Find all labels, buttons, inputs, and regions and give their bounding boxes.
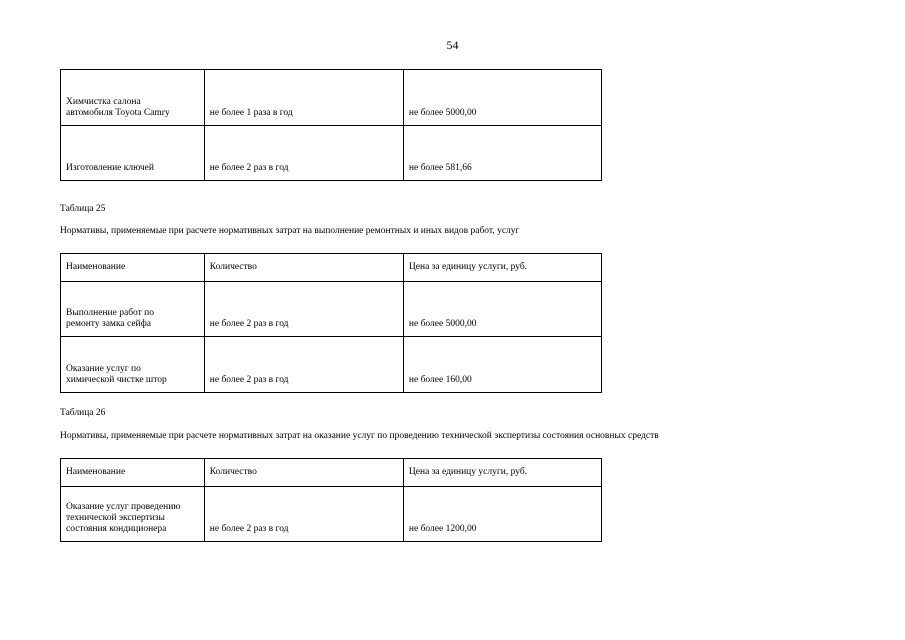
table-cell-quantity	[204, 70, 403, 126]
cell-text: не более 160,00	[408, 375, 472, 385]
table-25	[60, 253, 602, 393]
cell-text: не более 2 раз в год	[209, 524, 289, 534]
table-cell-name	[61, 126, 205, 181]
cell-text: Оказание услуг проведению технической экспертизы состояния кондиционера	[66, 502, 181, 534]
table-cell-name	[61, 487, 205, 542]
table-cell-quantity	[204, 337, 403, 393]
table-row	[61, 126, 602, 181]
table-cell-price	[403, 487, 601, 542]
table-cell-quantity	[204, 282, 403, 337]
cell-text: не более 1200,00	[408, 524, 477, 534]
table-cell-price	[403, 337, 601, 393]
cell-text: Выполнение работ по ремонту замка сейфа	[66, 308, 155, 329]
cell-text: не более 5000,00	[408, 319, 477, 329]
table-cell-name	[61, 70, 205, 126]
table-24-continued	[60, 69, 602, 181]
table-cell-quantity	[204, 126, 403, 181]
cell-text: не более 581,66	[408, 163, 472, 173]
page-number: 54	[446, 38, 459, 52]
table-row	[61, 487, 602, 542]
table-row	[61, 70, 602, 126]
table-26-title: Нормативы, применяемые при расчете нормативных затрат на оказание услуг по проведению технической экспертизы состояния основных средств	[60, 431, 659, 441]
table-25-label: Таблица 25	[60, 204, 106, 214]
cell-text: Оказание услуг по химической чистке штор	[66, 364, 167, 385]
table-header-row	[61, 459, 602, 487]
column-header-name: Наименование	[61, 254, 205, 282]
table-header-row	[61, 254, 602, 282]
table-row	[61, 337, 602, 393]
cell-text: не более 1 раза в год	[209, 108, 293, 118]
column-header-quantity: Количество	[204, 254, 403, 282]
table-cell-price	[403, 282, 601, 337]
column-header-price: Цена за единицу услуги, руб.	[403, 459, 601, 487]
cell-text: Изготовление ключей	[66, 163, 154, 173]
table-cell-price	[403, 126, 601, 181]
table-cell-name	[61, 282, 205, 337]
cell-text: не более 5000,00	[408, 108, 477, 118]
table-26	[60, 458, 602, 542]
column-header-price: Цена за единицу услуги, руб.	[403, 254, 601, 282]
column-header-name: Наименование	[61, 459, 205, 487]
table-cell-price	[403, 70, 601, 126]
cell-text: не более 2 раз в год	[209, 375, 289, 385]
table-cell-name	[61, 337, 205, 393]
table-cell-quantity	[204, 487, 403, 542]
cell-text: не более 2 раз в год	[209, 163, 289, 173]
table-25-title: Нормативы, применяемые при расчете нормативных затрат на выполнение ремонтных и иных видов работ, услуг	[60, 226, 520, 236]
cell-text: Химчистка салона автомобиля Toyota Camry	[66, 97, 170, 118]
table-row	[61, 282, 602, 337]
cell-text: не более 2 раз в год	[209, 319, 289, 329]
column-header-quantity: Количество	[204, 459, 403, 487]
table-26-label: Таблица 26	[60, 408, 106, 418]
